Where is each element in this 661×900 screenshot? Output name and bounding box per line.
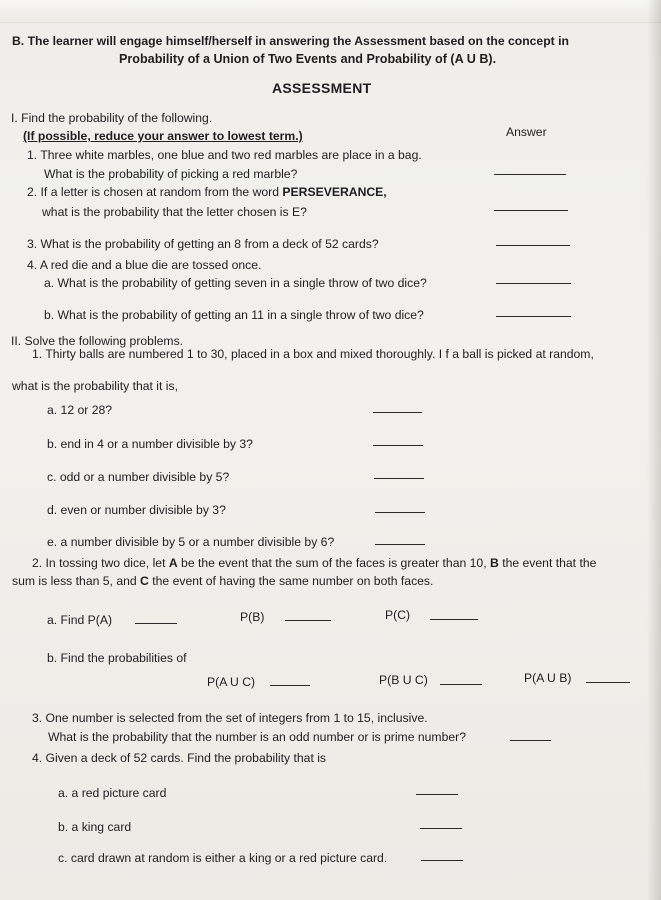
q1-answer-blank[interactable] [494,174,566,175]
paub-label: P(A U B) [524,671,572,685]
p2-line2 [12,574,433,589]
p4-item-a: a. a red picture card [58,786,167,800]
event-a-label: A [168,556,178,570]
p2b-label: b. Find the probabilities of [47,651,187,665]
p2-line1-part1: 2. In tossing two dice, let [32,556,169,570]
section-b-line1: B. The learner will engage himself/herself in answering the Assessment based on the concept in [12,34,569,48]
q4a-answer-blank[interactable] [496,283,571,284]
p2-line1-part3: the event that the [498,556,597,570]
p1-line1: 1. Thirty balls are numbered 1 to 30, placed in a box and mixed thoroughly. I f a ball is picked at random, [32,347,594,361]
q2-prefix: 2. If a letter is chosen at random from the word [27,185,283,199]
pa-answer-blank[interactable] [135,623,177,624]
p1-item-d: d. even or number divisible by 3? [47,503,226,517]
p3-line2: What is the probability that the number is an odd number or is prime number? [48,730,466,744]
p4-item-b: b. a king card [58,820,132,834]
q1-line2: What is the probability of picking a red marble? [44,167,298,181]
p1-item-a-blank[interactable] [373,412,422,413]
paub-answer-blank[interactable] [586,682,630,683]
p1-item-c-blank[interactable] [374,478,424,479]
part1-instruction: (If possible, reduce your answer to lowest term.) [23,129,303,143]
q4b-text: b. What is the probability of getting an 11 in a single throw of two dice? [44,308,424,322]
p3-answer-blank[interactable] [510,740,551,741]
p3-line1: 3. One number is selected from the set of integers from 1 to 15, inclusive. [32,711,428,725]
q3-answer-blank[interactable] [496,245,570,246]
pbuc-answer-blank[interactable] [440,684,482,685]
assessment-title: ASSESSMENT [272,80,372,96]
answer-column-header: Answer [506,125,547,139]
p1-item-e: e. a number divisible by 5 or a number divisible by 6? [47,535,335,549]
q2-line2: what is the probability that the letter chosen is E? [42,205,307,219]
page-top-edge [0,0,661,23]
p1-item-b: b. end in 4 or a number divisible by 3? [47,437,253,451]
p1-item-b-blank[interactable] [373,445,423,446]
q4-text: 4. A red die and a blue die are tossed once. [27,258,262,272]
p1-item-a: a. 12 or 28? [47,403,113,417]
part2-heading: II. Solve the following problems. [11,334,184,348]
q2-answer-blank[interactable] [494,210,568,211]
event-b-label: B [490,556,499,570]
p1-line2: what is the probability that it is, [12,379,178,393]
pbuc-label: P(B U C) [379,673,428,687]
q4a-text: a. What is the probability of getting seven in a single throw of two dice? [44,276,427,290]
q2-word: PERSEVERANCE, [282,185,387,199]
p1-item-e-blank[interactable] [375,544,425,545]
part1-heading: I. Find the probability of the following. [11,111,213,125]
pb-answer-blank[interactable] [285,620,331,621]
p1-item-c: c. odd or a number divisible by 5? [47,470,230,484]
q3-text: 3. What is the probability of getting an 8 from a deck of 52 cards? [27,237,379,251]
p4-item-a-blank[interactable] [416,794,458,795]
pc-label: P(C) [385,608,411,622]
q2-line1 [27,185,387,200]
p2-line1 [32,556,596,571]
p4-item-b-blank[interactable] [420,828,462,829]
q4b-answer-blank[interactable] [496,316,571,317]
p4-item-c: c. card drawn at random is either a king or a red picture card. [58,851,388,865]
event-c-label: C [140,574,149,588]
p2-line2-part1: sum is less than 5, and [12,574,141,588]
p2a-label: a. Find P(A) [47,613,113,627]
pauc-label: P(A U C) [207,675,256,689]
q1-line1: 1. Three white marbles, one blue and two red marbles are place in a bag. [27,148,422,162]
p4-item-c-blank[interactable] [421,860,463,861]
p4-line1: 4. Given a deck of 52 cards. Find the probability that is [32,751,327,765]
section-b-line2: Probability of a Union of Two Events and Probability of (A U B). [119,52,497,66]
p1-item-d-blank[interactable] [375,512,425,513]
pb-label: P(B) [240,610,265,624]
page-right-shadow [647,0,661,900]
p2-line2-part2: the event of having the same number on both faces. [148,574,434,588]
pauc-answer-blank[interactable] [270,685,310,686]
pc-answer-blank[interactable] [430,619,478,620]
p2-line1-part2: be the event that the sum of the faces is greater than 10, [177,556,490,570]
